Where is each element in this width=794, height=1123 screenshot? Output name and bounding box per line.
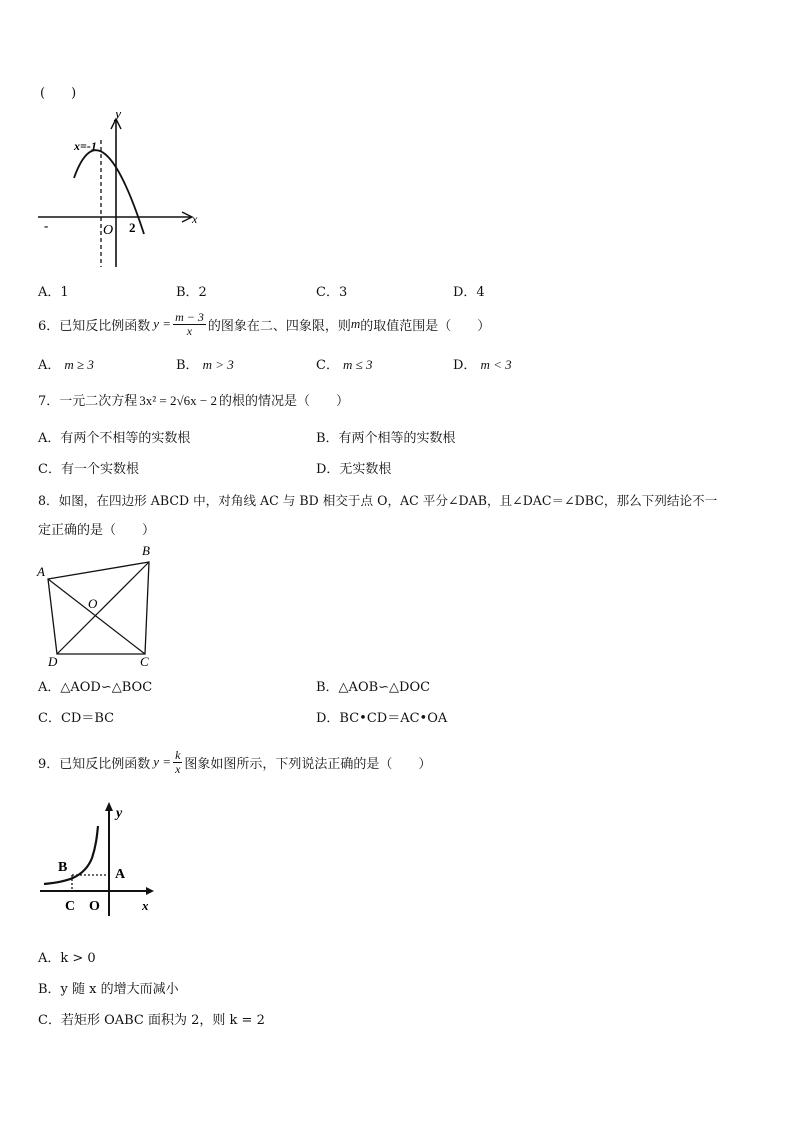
q9-fraction [173,749,182,775]
q9-option-b[interactable]: B．y 随 x 的增大而减小 [38,982,179,997]
q8-quadrilateral [48,562,149,654]
q6-option-d-label: D． [453,358,477,373]
q9-y-arrow [105,802,113,811]
q6-prefix: 6．已知反比例函数 [38,318,151,334]
q6-option-b-math: m > 3 [202,357,234,372]
q9-numerator: k [175,747,181,762]
q6-m: m [350,316,361,331]
q5-option-b[interactable]: B．2 [176,285,207,300]
q7-option-c[interactable]: C．有一个实数根 [38,462,139,477]
q5-option-d[interactable]: D．4 [453,285,485,300]
q6-option-b[interactable] [176,354,234,373]
q5-parabola-graph [36,112,206,272]
q9-label-a: A [115,867,126,882]
q8-quadrilateral-figure [34,542,164,670]
q7-option-d[interactable]: D．无实数根 [316,462,392,477]
q6-fraction [173,311,206,337]
q9-hyperbola-graph [36,798,166,918]
q7-option-b[interactable]: B．有两个相等的实数根 [316,431,456,446]
q6-y-equals: y = [153,316,172,331]
q9-label-b: B [58,860,68,875]
q8-option-d[interactable]: D．BC•CD＝AC•OA [316,711,448,726]
q6-option-b-label: B． [176,358,199,373]
q9-stem [38,743,431,781]
q9-prefix: 9．已知反比例函数 [38,756,151,772]
q8-label-o: O [88,596,98,611]
q6-option-c[interactable] [316,354,372,373]
q9-suffix: 图象如图所示，下列说法正确的是（ ） [184,756,432,772]
q9-option-c[interactable]: C．若矩形 OABC 面积为 2，则 k = 2 [38,1013,265,1028]
q9-denominator: x [175,761,181,776]
q8-label-b: B [142,543,150,558]
q6-option-c-label: C． [316,358,339,373]
q9-y-equals: y = [153,754,172,769]
q8-diagonal-ac [48,579,145,654]
q8-option-c[interactable]: C．CD＝BC [38,711,115,726]
q5-origin-label: O [103,223,114,238]
q5-x-label: x [192,212,198,226]
q5-answer-bracket: ( ) [40,86,77,101]
q5-dash-mark: - [44,218,49,233]
q8-label-d: D [48,654,58,669]
q7-stem [38,390,349,409]
q9-label-c: C [65,899,76,914]
q9-y-label: y [116,806,123,821]
q8-stem-line2: 定正确的是（ ） [38,523,156,538]
q9-x-label: x [142,898,149,913]
q6-option-a[interactable] [38,354,94,373]
q5-option-a[interactable]: A．1 [38,285,69,300]
q6-suffix-b: 的取值范围是（ ） [360,318,491,334]
q7-suffix: 的根的情况是（ ） [218,394,349,409]
q5-tick-2: 2 [129,220,136,235]
q8-label-c: C [140,654,149,669]
q9-x-arrow [146,887,154,895]
q6-option-a-math: m ≥ 3 [64,357,94,372]
q9-option-a[interactable]: A．k > 0 [38,951,96,966]
q6-option-c-math: m ≤ 3 [342,357,373,372]
q6-numerator: m − 3 [175,309,204,324]
q8-stem-line1: 8．如图，在四边形 ABCD 中，对角线 AC 与 BD 相交于点 O，AC 平分∠DAB，且∠DAC＝∠DBC，那么下列结论不一 [38,493,718,508]
q5-option-c[interactable]: C．3 [316,285,348,300]
q7-option-a[interactable]: A．有两个不相等的实数根 [38,431,191,446]
q6-option-d-math: m < 3 [480,357,512,372]
q6-stem [38,305,490,343]
q7-prefix: 7．一元二次方程 [38,394,138,409]
q8-option-a[interactable]: A．△AOD∽△BOC [38,680,153,695]
q7-equation: 3x² = 2√6x − 2 [139,393,217,408]
q6-option-a-label: A． [38,358,61,373]
q6-denominator: x [186,323,193,338]
q5-y-label: y [115,112,122,122]
q8-option-b[interactable]: B．△AOB∽△DOC [316,680,431,695]
q6-option-d[interactable] [453,354,512,373]
q8-label-a: A [37,564,45,579]
q9-label-o: O [89,899,100,914]
q6-suffix-a: 的图象在二、四象限，则 [207,318,351,334]
q5-line-label: x=-1 [74,139,97,153]
